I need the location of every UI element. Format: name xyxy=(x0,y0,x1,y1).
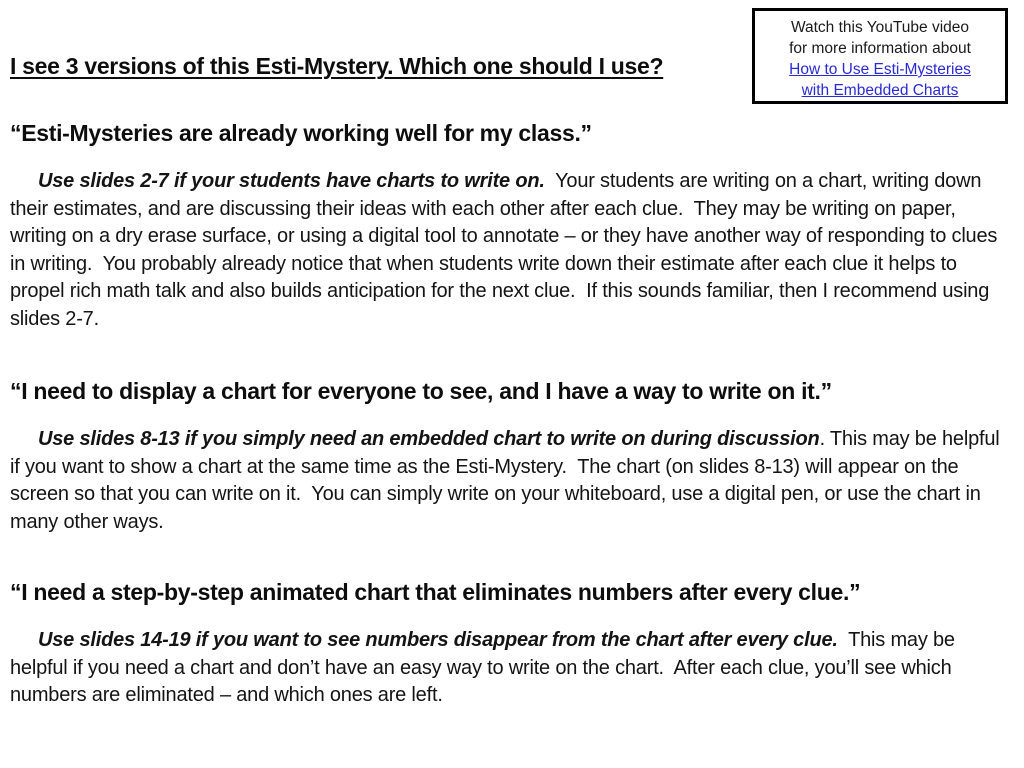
lead-slides-2-7: Use slides 2-7 if your students have charts to write on. xyxy=(38,170,545,192)
body-slides-2-7: Your students are writing on a chart, writing down their estimates, and are discussing their ideas with each other after each clue. They may be writing on paper, writing on a dry erase surface, or using a digital tool to annotate – or they have another way of responding to clues in writing. You probably already notice that when students write down their estimate after each clue it helps to propel rich math talk and also builds anticipation for the next clue. If this sounds familiar, then I recommend using slides 2-7. xyxy=(10,170,1003,330)
body-slides-14-19: This may be helpful if you need a chart and don’t have an easy way to write on the chart. After each clue, you’ll see which numbers are eliminated – and which ones are left. xyxy=(10,629,961,706)
section-paragraph-slides-14-19 xyxy=(10,627,1014,710)
lead-slides-8-13: Use slides 8-13 if you simply need an embedded chart to write on during discussion xyxy=(38,428,820,450)
section-heading-animated-chart: “I need a step-by-step animated chart that eliminates numbers after every clue.” xyxy=(10,579,861,605)
section-paragraph-slides-2-7 xyxy=(10,168,1014,333)
section-heading-display-chart: “I need to display a chart for everyone to see, and I have a way to write on it.” xyxy=(10,378,832,404)
youtube-link-line1[interactable]: How to Use Esti-Mysteries xyxy=(789,61,971,78)
lead-slides-14-19: Use slides 14-19 if you want to see numbers disappear from the chart after every clue. xyxy=(38,629,838,651)
youtube-link-line2[interactable]: with Embedded Charts xyxy=(801,82,959,99)
youtube-box-text-line2: for more information about xyxy=(789,40,971,57)
page-title: I see 3 versions of this Esti-Mystery. Which one should I use? xyxy=(10,53,664,79)
slide-content xyxy=(0,52,1024,710)
youtube-box-text-line1: Watch this YouTube video xyxy=(790,19,970,36)
section-paragraph-slides-8-13 xyxy=(10,426,1014,536)
body-slides-8-13: . This may be helpful if you want to show a chart at the same time as the Esti-Mystery. The chart (on slides 8-13) will appear on the screen so that you can write on it. You can simply write on your whiteboard, use a digital pen, or use the chart in many other ways. xyxy=(10,428,1005,533)
youtube-callout-box xyxy=(752,8,1008,104)
section-heading-already-working: “Esti-Mysteries are already working well for my class.” xyxy=(10,120,592,146)
